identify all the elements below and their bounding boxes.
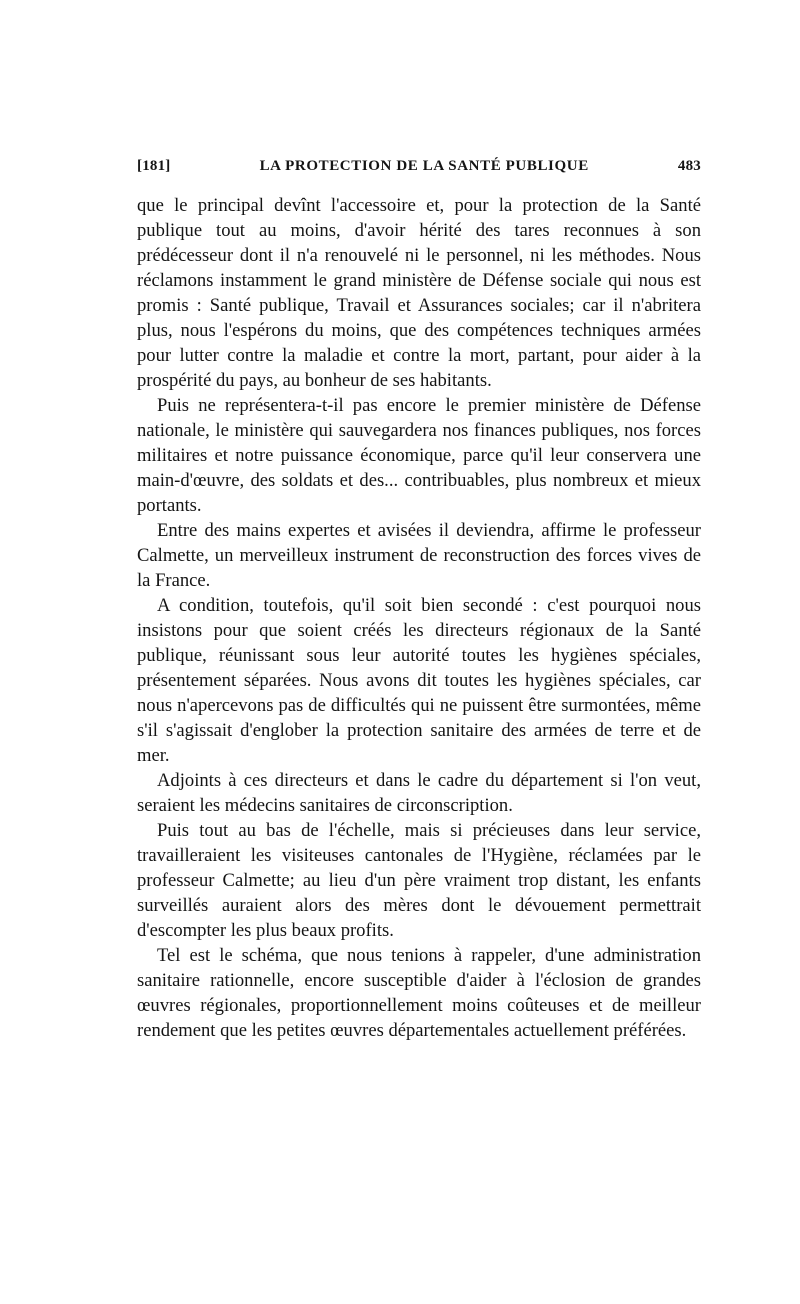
running-header: [137, 158, 701, 175]
body-text: [137, 193, 701, 1043]
page-number: 483: [677, 158, 701, 174]
paragraph-continued: que le principal devînt l'accessoire et, pour la protection de la Santé publique tout au moins, d'avoir hérité des tares reconnues à son prédécesseur dont il n'a renouvelé ni le personnel, ni les méthodes. Nous réclamons instamment le grand ministère de Défense sociale qui nous est promis : Santé publique, Travail et Assurances sociales; car il n'abritera plus, nous l'espérons du moins, que des compétences techniques armées pour lutter contre la maladie et contre la mort, partant, pour aider à la prospérité du pays, au bonheur de ses habitants.: [137, 195, 701, 391]
paragraph: Puis ne représentera-t-il pas encore le premier ministère de Défense nationale, le ministère qui sauvegardera nos finances publiques, nos forces militaires et notre puissance économique, parce qu'il leur conservera une main-d'œuvre, des soldats et des... contribuables, plus nombreux et mieux portants.: [137, 395, 701, 516]
book-page: [137, 158, 701, 1043]
paragraph: Entre des mains expertes et avisées il deviendra, affirme le professeur Calmette, un merveilleux instrument de reconstruction des forces vives de la France.: [137, 520, 701, 591]
paragraph: A condition, toutefois, qu'il soit bien secondé : c'est pourquoi nous insistons pour que soient créés les directeurs régionaux de la Santé publique, réunissant sous leur autorité toutes les hygiènes spéciales, présentement séparées. Nous avons dit toutes les hygiènes spéciales, car nous n'apercevons pas de difficultés qui ne puissent être surmontées, même s'il s'agissait d'englober la protection sanitaire des armées de terre et de mer.: [137, 595, 701, 766]
section-number: [181]: [137, 158, 171, 174]
running-title: LA PROTECTION DE LA SANTÉ PUBLIQUE: [259, 158, 589, 174]
paragraph: Tel est le schéma, que nous tenions à rappeler, d'une administration sanitaire rationnelle, encore susceptible d'aider à l'éclosion de grandes œuvres régionales, proportionnellement moins coûteuses et de meilleur rendement que les petites œuvres départementales actuellement préférées.: [137, 945, 701, 1041]
paragraph: Puis tout au bas de l'échelle, mais si précieuses dans leur service, travailleraient les visiteuses cantonales de l'Hygiène, réclamées par le professeur Calmette; au lieu d'un père vraiment trop distant, les enfants surveillés auraient alors des mères dont le dévouement permettrait d'escompter les plus beaux profits.: [137, 820, 701, 941]
paragraph: Adjoints à ces directeurs et dans le cadre du département si l'on veut, seraient les médecins sanitaires de circonscription.: [137, 770, 701, 816]
